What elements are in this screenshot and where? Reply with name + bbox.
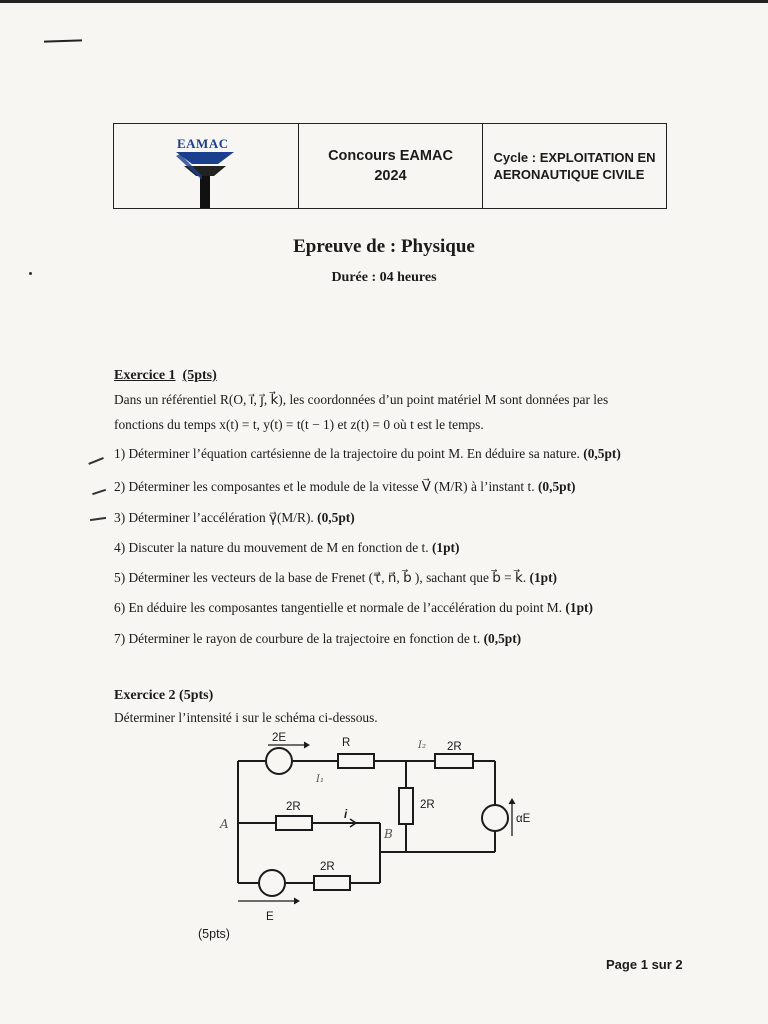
question-text: 2) Déterminer les composantes et le module de la vitesse V⃗ (M/R) à l’instant t.	[114, 479, 535, 494]
eamac-logo	[114, 124, 299, 208]
exercise2-heading	[114, 688, 213, 704]
handwritten-node-a: A	[220, 817, 229, 831]
exam-duration: Durée : 04 heures	[331, 270, 437, 285]
handwritten-node-b: B	[384, 827, 393, 841]
arrowhead-icon	[294, 898, 299, 904]
handwritten-i1: I₁	[316, 774, 324, 785]
voltage-source-2e	[266, 748, 292, 774]
resistor-r	[338, 754, 374, 768]
label-2r-vertical: 2R	[420, 799, 435, 811]
question-points: (0,5pt)	[483, 631, 522, 646]
question-7	[114, 631, 521, 647]
label-e: E	[266, 911, 274, 923]
question-text: 4) Discuter la nature du mouvement de M en fonction de t.	[114, 540, 429, 555]
question-4	[114, 540, 459, 556]
arrowhead-icon	[304, 742, 309, 748]
exercise1-points: (5pts)	[182, 368, 217, 383]
question-points: (0,5pt)	[317, 510, 355, 525]
page-label: Page	[606, 957, 638, 972]
pen-tick	[92, 489, 106, 495]
page-sur: sur	[651, 957, 672, 972]
question-2	[114, 479, 576, 495]
exercise1-intro-line2: fonctions du temps x(t) = t, y(t) = t(t − 1) et z(t) = 0 où t est le temps.	[114, 417, 484, 432]
exercise1-title: Exercice 1	[114, 368, 176, 383]
question-1	[114, 446, 621, 462]
resistor-2r-bottom	[314, 876, 350, 890]
exercise1-heading	[114, 368, 217, 384]
question-points: (0,5pt)	[583, 446, 621, 461]
exercise2-points: (5pts)	[179, 688, 214, 703]
cycle-line1: Cycle : EXPLOITATION EN	[493, 150, 656, 165]
pen-tick	[90, 517, 106, 521]
circuit-diagram	[180, 728, 540, 928]
page-total: 2	[675, 957, 683, 972]
voltage-source-e	[259, 870, 285, 896]
page-current: 1	[640, 957, 648, 972]
pen-mark	[44, 39, 82, 42]
exercise2-intro: Déterminer l’intensité i sur le schéma ci-dessous.	[114, 710, 378, 725]
question-text: 7) Déterminer le rayon de courbure de la trajectoire en fonction de t.	[114, 631, 481, 646]
resistor-2r-vertical	[399, 788, 413, 824]
exercise1-intro-line1: Dans un référentiel R(O, ı⃗, ȷ⃗, k⃗), les coordonnées d’un point matériel M sont données par les	[114, 392, 609, 407]
question-text: 6) En déduire les composantes tangentielle et normale de l’accélération du point M.	[114, 600, 563, 615]
exercise2-title: Exercice 2	[114, 688, 176, 703]
question-text: 3) Déterminer l’accélération γ⃗(M/R).	[114, 510, 314, 525]
handwritten-i2: I₂	[418, 740, 426, 751]
label-2r-bottom: 2R	[320, 861, 335, 873]
resistor-2r-mid	[276, 816, 312, 830]
cycle-cell	[483, 124, 666, 208]
question-text: 1) Déterminer l’équation cartésienne de la trajectoire du point M. En déduire sa nature.	[114, 446, 580, 461]
question-6	[114, 600, 593, 616]
logo-text: EAMAC	[177, 136, 229, 151]
question-points: (0,5pt)	[537, 479, 576, 494]
question-5	[114, 570, 557, 586]
question-text: 5) Déterminer les vecteurs de la base de Frenet (τ⃗, n⃗, b⃗ ), sachant que b⃗ = k⃗.	[114, 570, 527, 585]
label-2e: 2E	[272, 732, 287, 744]
label-r: R	[342, 737, 351, 749]
label-current-i: i	[344, 809, 348, 821]
points-note: (5pts)	[198, 927, 230, 941]
contest-name: Concours EAMAC	[328, 148, 453, 164]
question-3	[114, 510, 355, 526]
exam-title: Epreuve de : Physique	[293, 236, 475, 257]
scan-top-edge	[0, 0, 768, 3]
contest-cell	[299, 124, 483, 208]
page-number	[606, 957, 683, 972]
contest-year: 2024	[374, 168, 407, 184]
pen-tick	[88, 457, 103, 464]
question-points: (1pt)	[565, 600, 593, 615]
arrowhead-icon	[509, 799, 515, 804]
cycle-line2: AERONAUTIQUE CIVILE	[493, 167, 645, 182]
label-2r-top-right: 2R	[447, 741, 462, 753]
header-box	[113, 123, 667, 209]
logo-emblem-icon	[114, 124, 298, 210]
question-points: (1pt)	[529, 570, 558, 585]
resistor-2r-top-right	[435, 754, 473, 768]
label-alpha-e: αE	[516, 813, 531, 825]
voltage-source-alpha-e	[482, 805, 508, 831]
label-2r-mid: 2R	[286, 801, 301, 813]
question-points: (1pt)	[431, 540, 460, 555]
